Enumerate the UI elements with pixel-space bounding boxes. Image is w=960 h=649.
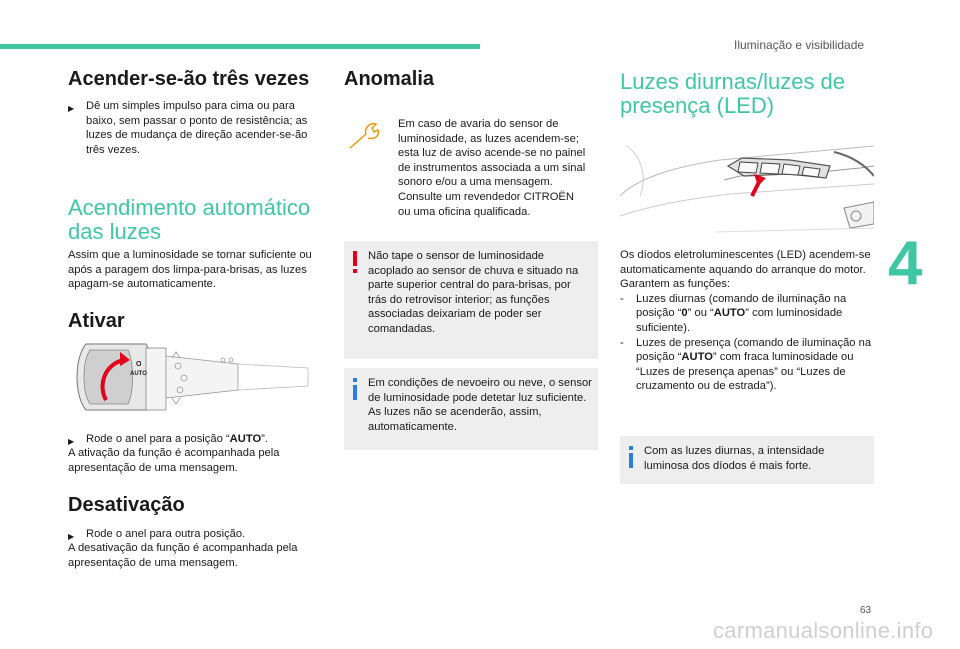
keyword-auto: AUTO xyxy=(713,307,746,320)
info-text-luzes: Com as luzes diurnas, a intensidade luminosa dos díodos é mais forte. xyxy=(644,445,825,472)
stalk-label-o: O xyxy=(136,361,142,368)
keyword-auto: AUTO xyxy=(681,351,713,364)
desativacao-bullet-text: Rode o anel para outra posição. xyxy=(86,528,246,540)
heading-anomalia: Anomalia xyxy=(344,68,435,90)
luzes-intro: Os díodos eletroluminescentes (LED) acendem-se automaticamente aquando do arranque do motor. xyxy=(620,249,871,276)
desativacao-text: A desativação da função é acompanhada pela apresentação de uma mensagem. xyxy=(68,542,298,569)
heading-acender: Acender-se-ão três vezes xyxy=(68,68,310,90)
acendimento-text: Assim que a luminosidade se tornar suficiente ou após a paragem dos limpa-para-brisas, as luzes apagam-se automaticamente. xyxy=(68,249,312,291)
info-text-anomalia: Em condições de nevoeiro ou neve, o sensor de luminosidade pode detetar luz suficiente. As luzes não se acenderão, assim, automaticamente. xyxy=(368,377,592,433)
heading-acendimento-line1: Acendimento automático xyxy=(68,195,311,220)
page-number: 63 xyxy=(860,605,872,616)
bullet-marker-icon: ▶ xyxy=(68,437,75,446)
heading-acendimento-line2: das luzes xyxy=(68,219,161,244)
heading-acendimento xyxy=(68,196,310,244)
info-box-luzes xyxy=(620,436,874,484)
heading-luzes-line2: presença (LED) xyxy=(620,93,775,118)
luzes-garantem: Garantem as funções: xyxy=(620,278,731,291)
anomalia-text-2: Consulte um revendedor CITROËN ou uma oficina qualificada. xyxy=(398,190,574,218)
keyword-auto: AUTO xyxy=(229,433,262,445)
stalk-label-auto: AUTO xyxy=(130,371,147,377)
info-box-anomalia xyxy=(344,368,598,450)
warning-text: Não tape o sensor de luminosidade acoplado ao sensor de chuva e situado na parte superior central do para-brisas, por trás do retrovisor interior; as funções associadas deixariam de poder ser comandadas. xyxy=(368,250,579,335)
lighting-stalk-illustration xyxy=(68,338,318,416)
anomalia-text-1: Em caso de avaria do sensor de luminosidade, as luzes acendem-se; esta luz de aviso acende-se no painel de instrumentos associada a um sinal sonoro e/ou a uma mensagem. xyxy=(398,118,586,189)
luzes-item-presenca: - Luzes de presença (comando de iluminação na posição “AUTO” com fraca luminosidade ou “Luzes de presença apenas” ou “Luzes de cruzamento ou de estrada”). xyxy=(620,336,872,393)
info-icon xyxy=(351,378,359,400)
heading-luzes-line1: Luzes diurnas/luzes de xyxy=(620,69,846,94)
acender-bullet-text: Dê um simples impulso para cima ou para baixo, sem passar o ponto de resistência; as luzes de mudança de direção acender-se-ão três vezes. xyxy=(86,100,308,156)
ativar-text: A ativação da função é acompanhada pela apresentação de uma mensagem. xyxy=(68,447,280,474)
watermark-text: carmanualsonline.info xyxy=(713,618,934,643)
bullet-marker-icon: ▶ xyxy=(68,532,75,541)
info-icon xyxy=(627,446,635,468)
heading-luzes-diurnas xyxy=(620,70,845,118)
car-led-illustration xyxy=(620,136,874,240)
section-title: Iluminação e visibilidade xyxy=(734,38,865,52)
warning-box xyxy=(344,241,598,359)
ativar-bullet-text: Rode o anel para a posição “AUTO”. xyxy=(86,433,269,445)
wrench-icon xyxy=(346,118,382,152)
luzes-item-diurnas: - Luzes diurnas (comando de iluminação na posição “0” ou “AUTO” com luminosidade suficiente). xyxy=(620,292,847,334)
chapter-number: 4 xyxy=(888,229,923,298)
anomalia-text xyxy=(398,117,588,219)
heading-ativar: Ativar xyxy=(68,310,125,332)
warning-icon xyxy=(351,251,359,273)
keyword-zero: 0 xyxy=(681,307,688,320)
bullet-marker-icon: ▶ xyxy=(68,104,75,113)
acender-bullet xyxy=(68,99,318,157)
luzes-description xyxy=(620,248,874,394)
heading-desativacao: Desativação xyxy=(68,494,185,516)
header-accent-bar xyxy=(0,44,480,49)
